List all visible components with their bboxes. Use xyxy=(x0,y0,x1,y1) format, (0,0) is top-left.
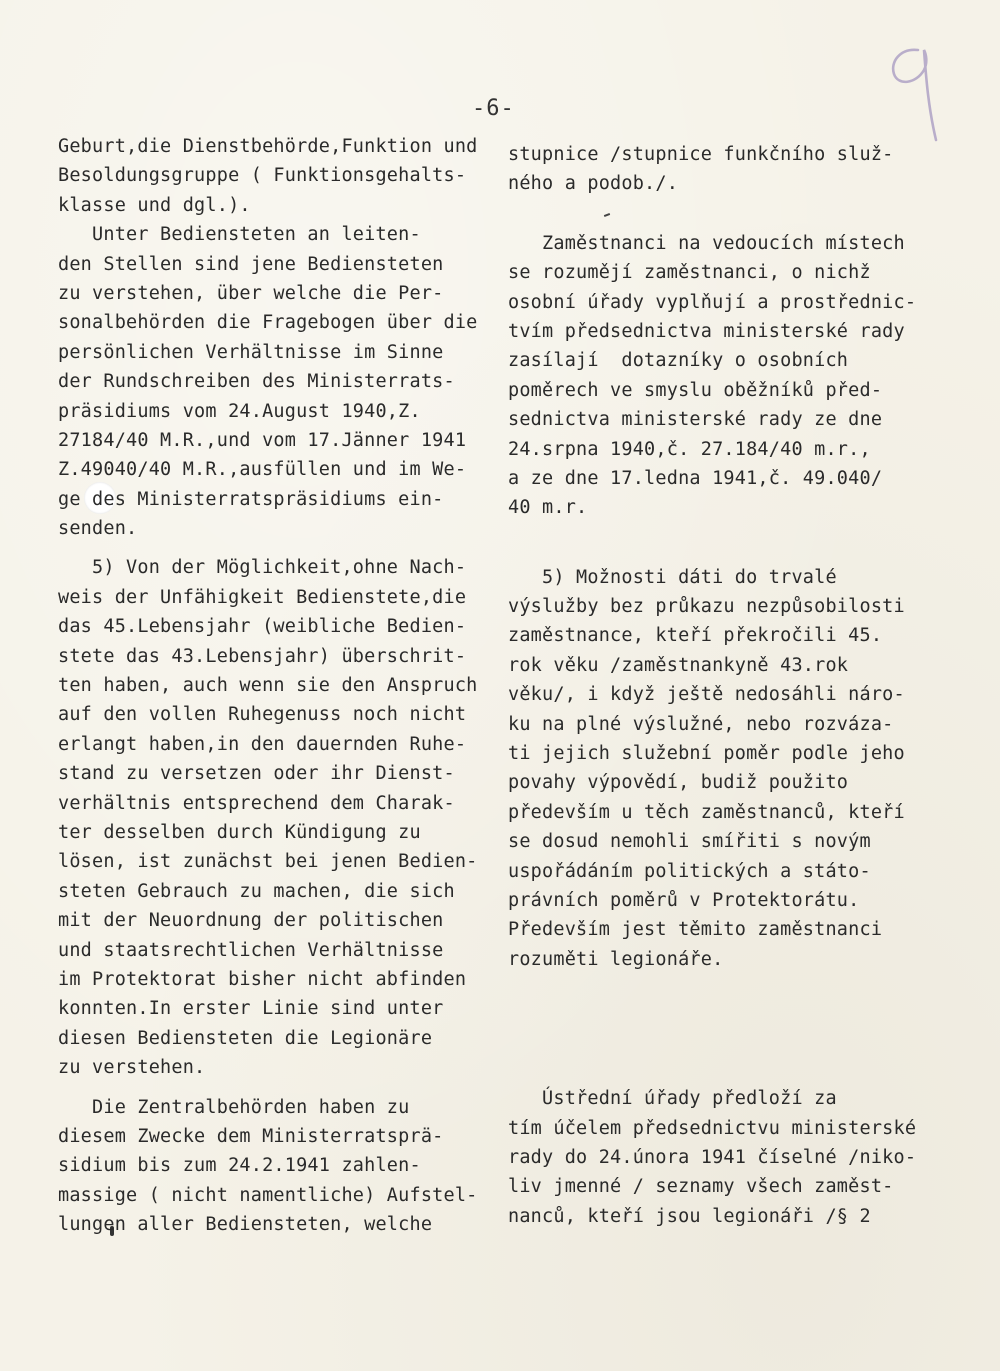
text-line: tím účelem předsednictvu ministerské xyxy=(508,1117,917,1139)
text-line: ti jejich služební poměr podle jeho xyxy=(508,743,905,765)
text-line: Zaměstnanci na vedoucích místech xyxy=(508,232,905,254)
german-paragraph-3 xyxy=(58,553,508,1082)
text-line: auf den vollen Ruhegenuss noch nicht xyxy=(58,704,467,726)
text-line: 27184/40 M.R.,und vom 17.Jänner 1941 xyxy=(58,429,467,451)
text-line: steten Gebrauch zu machen, die sich xyxy=(58,880,455,902)
text-line: das 45.Lebensjahr (weibliche Bedien- xyxy=(58,616,467,638)
text-line: Die Zentralbehörden haben zu xyxy=(58,1096,410,1118)
text-line: zu verstehen, über welche die Per- xyxy=(58,282,444,304)
text-line: zasílají dotazníky o osobních xyxy=(508,350,849,372)
german-paragraph-4 xyxy=(58,1093,508,1240)
german-paragraph-2 xyxy=(58,220,508,543)
text-line: lungen aller Bediensteten, welche xyxy=(58,1214,433,1236)
text-line: rady do 24.února 1941 číselné /niko- xyxy=(508,1146,917,1168)
text-line: präsidiums vom 24.August 1940,Z. xyxy=(58,400,421,422)
text-line: zu verstehen. xyxy=(58,1057,206,1079)
text-line: ter desselben durch Kündigung zu xyxy=(58,821,421,843)
text-line: massige ( nicht namentliche) Aufstel- xyxy=(58,1184,478,1206)
text-line: Unter Bediensteten an leiten- xyxy=(58,224,421,246)
text-line: ku na plné výslužné, nebo rozváza- xyxy=(508,713,894,735)
text-line: Z.49040/40 M.R.,ausfüllen und im We- xyxy=(58,459,467,481)
text-line: mit der Neuordnung der politischen xyxy=(58,910,444,932)
text-line: stand zu versetzen oder ihr Dienst- xyxy=(58,763,455,785)
text-line: ného a podob./. xyxy=(508,173,679,195)
text-line: diesem Zwecke dem Ministerratsprä- xyxy=(58,1125,444,1147)
text-line: a ze dne 17.ledna 1941,č. 49.040/ xyxy=(508,467,883,489)
text-line: nanců, kteří jsou legionáři /§ 2 xyxy=(508,1205,871,1227)
text-line: Geburt,die Dienstbehörde,Funktion und xyxy=(58,136,478,157)
text-line: poměrech ve smyslu oběžníků před- xyxy=(508,379,883,401)
text-line: ge des Ministerratspräsidiums ein- xyxy=(58,488,444,510)
text-line: povahy výpovědí, budiž použito xyxy=(508,772,849,794)
text-line: diesen Bediensteten die Legionäre xyxy=(58,1027,433,1049)
text-line: Besoldungsgruppe ( Funktionsgehalts- xyxy=(58,165,467,187)
text-line: tvím předsednictva ministerské rady xyxy=(508,320,905,342)
text-line: rozuměti legionáře. xyxy=(508,948,724,970)
text-line: se dosud nemohli smířiti s novým xyxy=(508,831,871,853)
text-line: weis der Unfähigkeit Bedienstete,die xyxy=(58,586,467,608)
text-line: stete das 43.Lebensjahr) überschrit- xyxy=(58,645,467,667)
text-line: osobní úřady vyplňují a prostřednic- xyxy=(508,291,917,313)
text-line: persönlichen Verhältnisse im Sinne xyxy=(58,341,444,363)
text-line: senden. xyxy=(58,518,138,540)
text-line: liv jmenné / seznamy všech zaměst- xyxy=(508,1176,894,1198)
czech-paragraph-4 xyxy=(508,1084,938,1231)
text-line: sednictva ministerské rady ze dne xyxy=(508,409,883,431)
text-line: výslužby bez průkazu nezpůsobilosti xyxy=(508,596,905,618)
text-line: sidium bis zum 24.2.1941 zahlen- xyxy=(58,1155,421,1177)
text-line: 5) Von der Möglichkeit,ohne Nach- xyxy=(58,557,467,579)
text-line: se rozumějí zaměstnanci, o nichž xyxy=(508,262,871,284)
text-line: 24.srpna 1940,č. 27.184/40 m.r., xyxy=(508,438,871,460)
text-line: 40 m.r. xyxy=(508,497,588,519)
german-column xyxy=(58,132,508,1239)
czech-paragraph-3 xyxy=(508,563,938,974)
text-line: právních poměrů v Protektorátu. xyxy=(508,889,860,911)
text-line: Ústřední úřady předloží za xyxy=(508,1088,837,1110)
czech-column xyxy=(508,140,938,1231)
text-line: rok věku /zaměstnankyně 43.rok xyxy=(508,654,849,676)
text-line: klasse und dgl.). xyxy=(58,194,251,216)
text-line: im Protektorat bisher nicht abfinden xyxy=(58,968,467,990)
page-number: -6- xyxy=(472,96,515,121)
text-line: konnten.In erster Linie sind unter xyxy=(58,998,444,1020)
text-line: den Stellen sind jene Bediensteten xyxy=(58,253,444,275)
text-line: stupnice /stupnice funkčního služ- xyxy=(508,144,894,165)
text-line: především u těch zaměstnanců, kteří xyxy=(508,801,905,823)
text-line: sonalbehörden die Fragebogen über die xyxy=(58,312,478,334)
text-line: Především jest těmito zaměstnanci xyxy=(508,919,883,941)
text-line: věku/, i když ještě nedosáhli náro- xyxy=(508,684,905,706)
text-line: ten haben, auch wenn sie den Anspruch xyxy=(58,675,478,697)
text-line: lösen, ist zunächst bei jenen Bedien- xyxy=(58,851,478,873)
text-line: der Rundschreiben des Ministerrats- xyxy=(58,371,455,393)
text-line: zaměstnance, kteří překročili 45. xyxy=(508,625,883,647)
text-line: und staatsrechtlichen Verhältnisse xyxy=(58,939,444,961)
text-line: uspořádáním politických a státo- xyxy=(508,860,871,882)
text-line: verhältnis entsprechend dem Charak- xyxy=(58,792,455,814)
czech-paragraph-2 xyxy=(508,229,938,523)
folio-number-handwritten xyxy=(880,36,950,146)
czech-paragraph-1 xyxy=(508,140,938,199)
german-paragraph-1 xyxy=(58,132,508,220)
text-line: 5) Možnosti dáti do trvalé xyxy=(508,566,837,588)
text-line: erlangt haben,in den dauernden Ruhe- xyxy=(58,733,467,755)
